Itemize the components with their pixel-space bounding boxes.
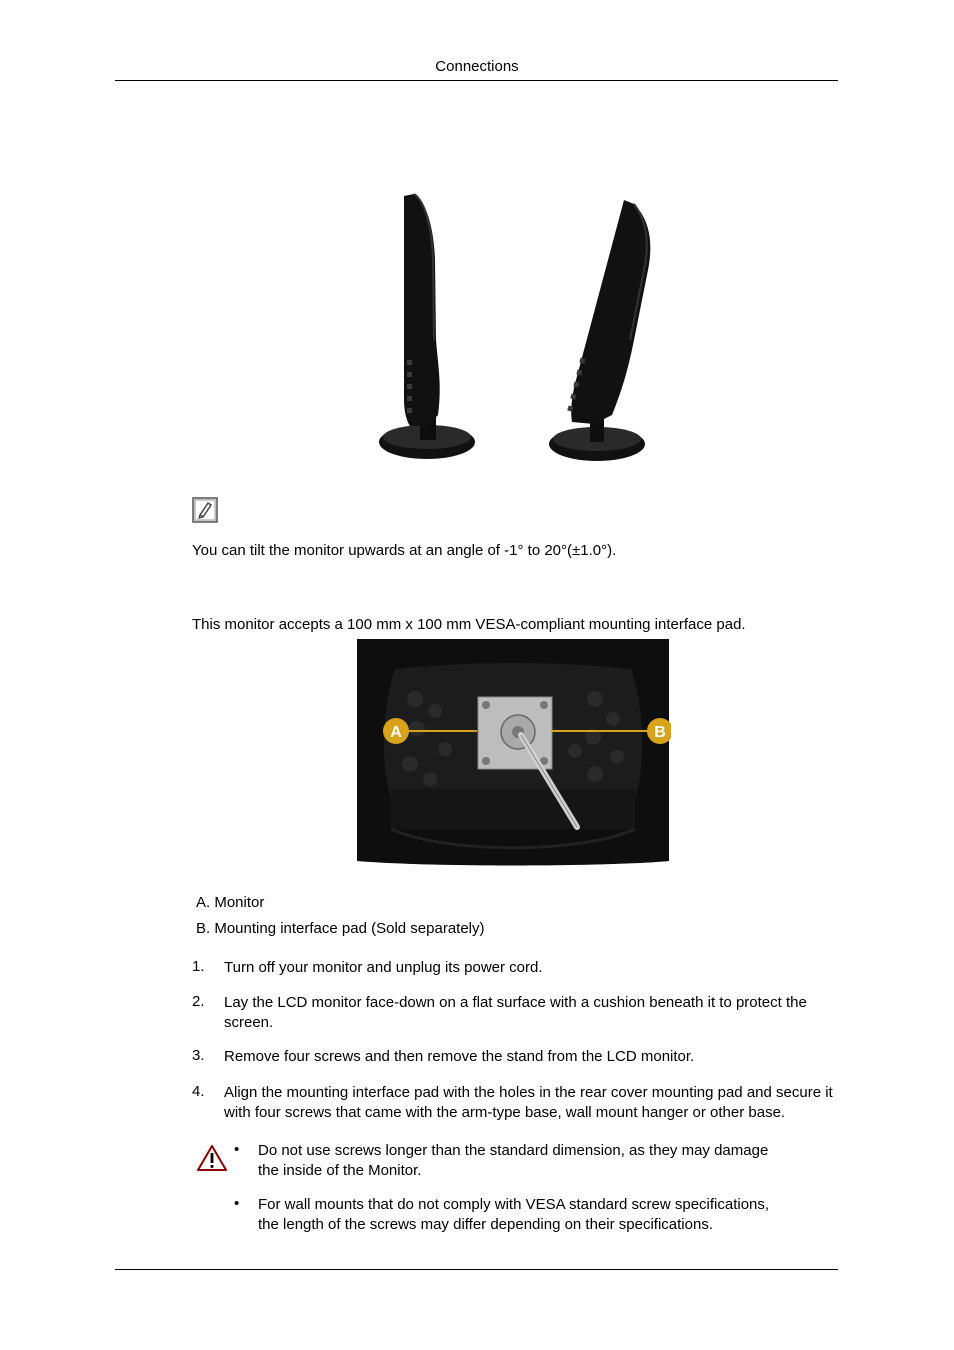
caution-item: For wall mounts that do not comply with VESA standard screw specifications, the length of the screws may differ depending on their specifications. — [258, 1196, 770, 1233]
callout-b-label: B — [654, 724, 666, 741]
bullet-glyph: • — [234, 1195, 240, 1212]
callout-a-label: A — [390, 724, 402, 741]
monitor-tilted-illustration — [549, 200, 650, 461]
page-header-title: Connections — [435, 58, 519, 75]
step-number: 4. — [192, 1083, 205, 1100]
step-number: 3. — [192, 1047, 205, 1064]
header-rule — [115, 80, 838, 81]
tilt-note-text: You can tilt the monitor upwards at an angle of -1° to 20°(±1.0°). — [192, 542, 617, 559]
monitor-side-view-image — [372, 190, 662, 470]
step-number: 1. — [192, 958, 205, 975]
footer-rule — [115, 1269, 838, 1270]
legend-item-a: A. Monitor — [196, 894, 265, 911]
legend-item-b: B. Mounting interface pad (Sold separately) — [196, 920, 485, 937]
note-icon — [192, 497, 218, 523]
step-text: Lay the LCD monitor face-down on a flat surface with a cushion beneath it to protect the screen. — [224, 994, 807, 1031]
step-number: 2. — [192, 993, 205, 1010]
step-text: Remove four screws and then remove the stand from the LCD monitor. — [224, 1048, 695, 1065]
warning-triangle-icon — [196, 1144, 228, 1172]
step-text: Turn off your monitor and unplug its power cord. — [224, 959, 543, 976]
monitor-upright-illustration — [379, 194, 475, 459]
bullet-glyph: • — [234, 1141, 240, 1158]
step-text: Align the mounting interface pad with the holes in the rear cover mounting pad and secure it with four screws that came with the arm-type base, wall mount hanger or other base. — [224, 1084, 833, 1121]
vesa-mount-image — [355, 639, 671, 869]
caution-item: Do not use screws longer than the standard dimension, as they may damage the inside of the Monitor. — [258, 1142, 769, 1179]
vesa-intro-text: This monitor accepts a 100 mm x 100 mm VESA-compliant mounting interface pad. — [192, 616, 746, 633]
